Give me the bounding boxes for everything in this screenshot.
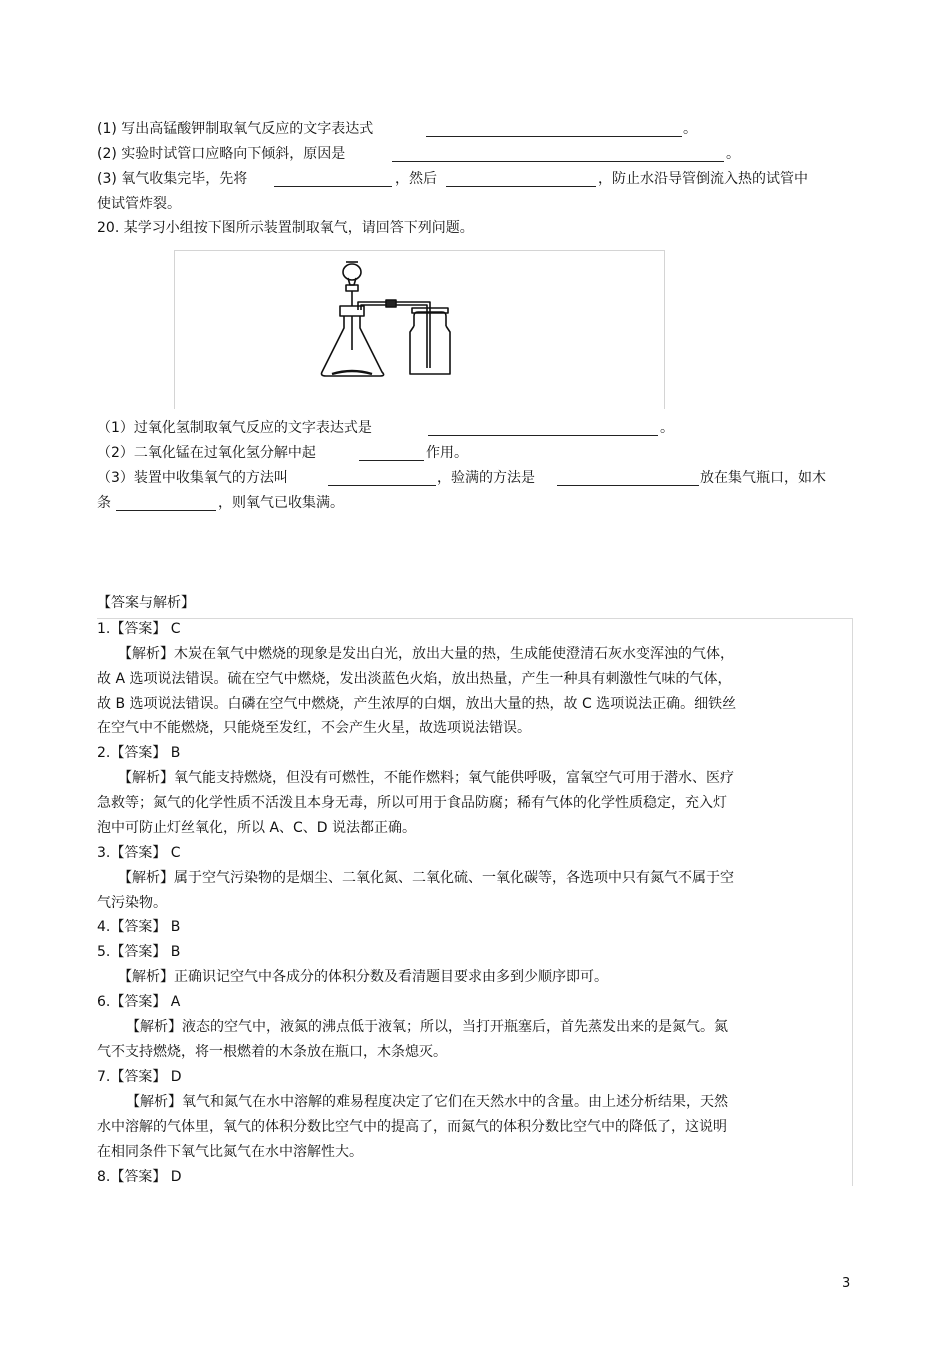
q20-part3-cont: 条: [97, 495, 111, 511]
q20-part3: （3）装置中收集氧气的方法叫: [97, 470, 288, 486]
answer-blank[interactable]: [428, 435, 658, 436]
answer-label: 8.【答案】 D: [97, 1169, 182, 1185]
q19-part3: (3) 氧气收集完毕，先将: [97, 171, 248, 187]
q20-part2: （2）二氧化锰在过氧化氢分解中起: [97, 445, 316, 461]
q19-part1-text: (1) 写出高锰酸钾制取氧气反应的文字表达式: [97, 121, 374, 137]
answer-blank[interactable]: [426, 136, 682, 137]
q19-part2: (2) 实验时试管口应略向下倾斜，原因是: [97, 146, 346, 162]
answers-box-top: [97, 618, 853, 619]
explanation-line: 【解析】氧气能支持燃烧，但没有可燃性，不能作燃料；氧气能供呼吸，富氧空气可用于潜水、医疗: [118, 770, 734, 786]
answer-label: 4.【答案】 B: [97, 919, 181, 935]
answer-blank[interactable]: [116, 510, 216, 511]
explanation-line: 泡中可防止灯丝氧化，所以 A、C、D 说法都正确。: [97, 820, 417, 836]
answer-blank[interactable]: [392, 161, 724, 162]
q19-part3-mid2: ，防止水沿导管倒流入热的试管中: [598, 171, 808, 187]
explanation-line: 故 B 选项说法错误。白磷在空气中燃烧，产生浓厚的白烟，放出大量的热，故 C 选项说法正确。细铁丝: [97, 696, 737, 712]
q19-part1-end: 。: [683, 121, 697, 137]
explanation-line: 故 A 选项说法错误。硫在空气中燃烧，发出淡蓝色火焰，放出热量，产生一种具有刺激性气味的气体，: [97, 671, 732, 687]
explanation-line: 【解析】属于空气污染物的是烟尘、二氧化氮、二氧化硫、一氧化碳等，各选项中只有氮气不属于空: [118, 870, 734, 886]
q19-part1: [97, 120, 373, 138]
q19-part2-end: 。: [726, 146, 740, 162]
answer-blank[interactable]: [328, 485, 436, 486]
answer-label: 3.【答案】 C: [97, 845, 181, 861]
answers-box-right: [852, 618, 853, 1186]
q20-part1: （1）过氧化氢制取氧气反应的文字表达式是: [97, 420, 372, 436]
q20-part1-end: 。: [660, 420, 674, 436]
explanation-line: 急救等；氮气的化学性质不活泼且本身无毒，所以可用于食品防腐；稀有气体的化学性质稳定，充入灯: [97, 795, 727, 811]
answer-blank[interactable]: [359, 460, 424, 461]
answer-label: 2.【答案】 B: [97, 745, 181, 761]
q19-part3-mid1: ，然后: [395, 171, 437, 187]
answer-label: 6.【答案】 A: [97, 994, 181, 1010]
answer-blank[interactable]: [557, 485, 699, 486]
oxygen-apparatus-diagram: [174, 250, 664, 410]
answer-blank[interactable]: [274, 186, 392, 187]
q20-stem: 20. 某学习小组按下图所示装置制取氧气，请回答下列问题。: [97, 220, 474, 236]
explanation-line: 气不支持燃烧，将一根燃着的木条放在瓶口，木条熄灭。: [97, 1044, 447, 1060]
funnel-bulb: [343, 264, 361, 280]
explanation-line: 在相同条件下氧气比氮气在水中溶解性大。: [97, 1144, 363, 1160]
q19-part3-cont: 使试管炸裂。: [97, 196, 181, 212]
answer-label: 7.【答案】 D: [97, 1069, 182, 1085]
explanation-line: 在空气中不能燃烧，只能烧至发红，不会产生火星，故选项说法错误。: [97, 720, 531, 736]
answer-blank[interactable]: [446, 186, 596, 187]
explanation-line: 【解析】液态的空气中，液氮的沸点低于液氧；所以，当打开瓶塞后，首先蒸发出来的是氮气。氮: [126, 1019, 728, 1035]
answer-label: 5.【答案】 B: [97, 944, 181, 960]
q20-part3-mid1: ，验满的方法是: [437, 470, 535, 486]
q20-part2-end: 作用。: [426, 445, 468, 461]
answers-heading: 【答案与解析】: [97, 595, 195, 611]
page-number: 3: [842, 1276, 851, 1291]
explanation-line: 水中溶解的气体里，氧气的体积分数比空气中的提高了，而氮气的体积分数比空气中的降低了，这说明: [97, 1119, 727, 1135]
explanation-line: 气污染物。: [97, 895, 167, 911]
answer-label: 1.【答案】 C: [97, 621, 181, 637]
q20-part3-cont-end: ，则氧气已收集满。: [218, 495, 344, 511]
explanation-line: 【解析】正确识记空气中各成分的体积分数及看清题目要求由多到少顺序即可。: [118, 969, 608, 985]
q20-part3-mid2: 放在集气瓶口，如木: [700, 470, 826, 486]
explanation-line: 【解析】氧气和氮气在水中溶解的难易程度决定了它们在天然水中的含量。由上述分析结果，天然: [126, 1094, 728, 1110]
explanation-line: 【解析】木炭在氧气中燃烧的现象是发出白光，放出大量的热，生成能使澄清石灰水变浑浊的气体，: [118, 646, 734, 662]
